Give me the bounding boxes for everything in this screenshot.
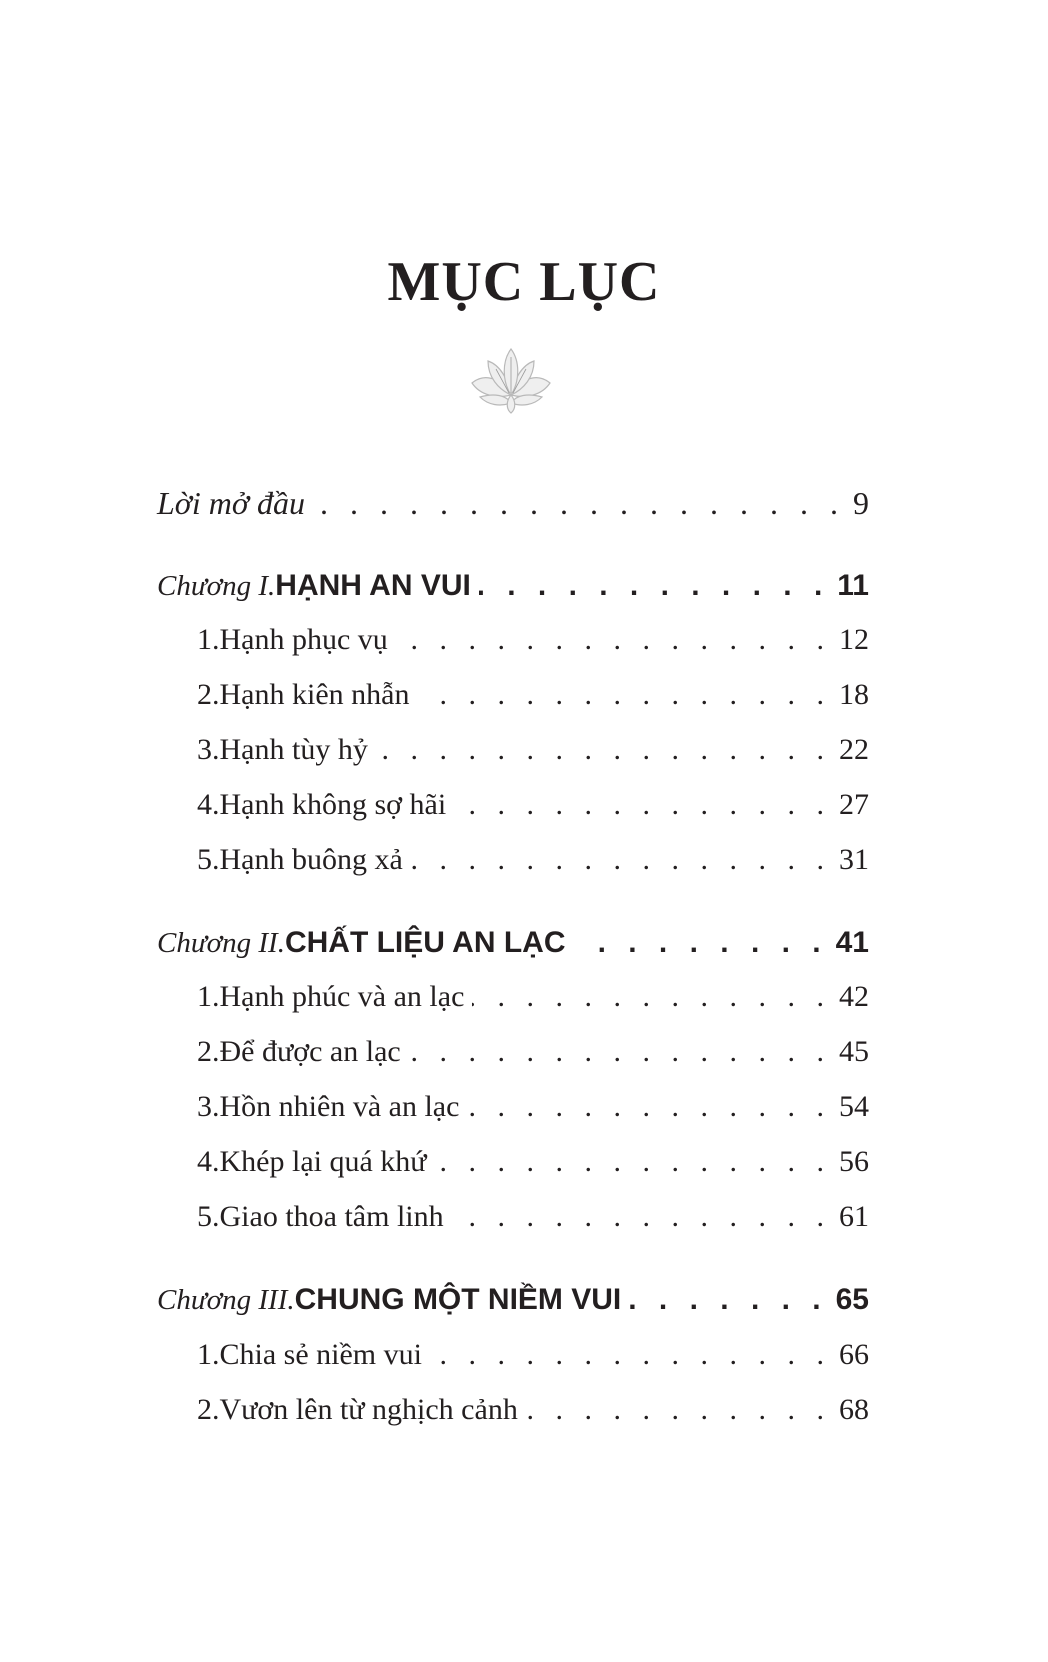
section-number: 1. (197, 623, 220, 656)
toc-section[interactable] (157, 1087, 869, 1127)
section-title: Chia sẻ niềm vui (219, 1338, 422, 1371)
section-title: Hồn nhiên và an lạc (219, 1090, 460, 1123)
toc-page-number: 9 (853, 485, 869, 521)
dot-leader (467, 1087, 831, 1127)
lotus-flower-icon (466, 347, 556, 415)
toc-page-number: 12 (839, 623, 869, 656)
section-title: Giao thoa tâm linh (219, 1200, 444, 1233)
toc-page-number: 42 (839, 980, 869, 1013)
toc-page-number: 27 (839, 788, 869, 821)
dot-leader (430, 1335, 831, 1375)
chapter-title: CHẤT LIỆU AN LẠC (284, 926, 566, 959)
toc-section[interactable] (157, 785, 869, 825)
toc-section[interactable] (157, 620, 869, 660)
dot-leader (454, 785, 831, 825)
dot-leader (472, 977, 831, 1017)
toc-page-number: 31 (839, 843, 869, 876)
section-title: Để được an lạc (219, 1035, 401, 1068)
section-number: 5. (197, 843, 220, 876)
section-number: 5. (197, 1200, 220, 1233)
toc-page-number: 56 (839, 1145, 869, 1178)
dot-leader (526, 1390, 831, 1430)
chapter-prefix: Chương I. (157, 570, 276, 602)
dot-leader (574, 923, 828, 963)
section-title: Hạnh phúc và an lạc (219, 980, 465, 1013)
toc-page-number: 11 (837, 569, 869, 602)
section-title: Hạnh phục vụ (219, 623, 388, 656)
toc-page-number: 68 (839, 1393, 869, 1426)
toc-section[interactable] (157, 1197, 869, 1237)
toc-section[interactable] (157, 1390, 869, 1430)
section-number: 2. (197, 1393, 220, 1426)
section-number: 1. (197, 1338, 220, 1371)
chapter-prefix: Chương III. (157, 1284, 295, 1316)
toc-section[interactable] (157, 977, 869, 1017)
dot-leader (479, 566, 829, 606)
toc-chapter-1[interactable] (157, 566, 869, 606)
toc-chapter-3[interactable] (157, 1280, 869, 1320)
dot-leader (376, 730, 831, 770)
section-title: Hạnh buông xả (219, 843, 403, 876)
toc-section[interactable] (157, 675, 869, 715)
section-title: Hạnh không sợ hãi (219, 788, 447, 821)
dot-leader (411, 840, 831, 880)
toc-chapter-2[interactable] (157, 923, 869, 963)
section-title: Hạnh tùy hỷ (219, 733, 368, 766)
toc-section[interactable] (157, 840, 869, 880)
section-number: 2. (197, 678, 220, 711)
section-number: 1. (197, 980, 220, 1013)
toc-page-number: 41 (835, 926, 869, 959)
section-number: 4. (197, 1145, 220, 1178)
dot-leader (452, 1197, 831, 1237)
toc-page-number: 18 (839, 678, 869, 711)
toc-entry-intro[interactable] (157, 483, 869, 523)
toc-section[interactable] (157, 1335, 869, 1375)
toc-page-number: 54 (839, 1090, 869, 1123)
page-title: MỤC LỤC (387, 251, 661, 313)
chapter-title: HẠNH AN VUI (275, 569, 471, 602)
dot-leader (435, 1142, 831, 1182)
toc-entry-label: Lời mở đầu (157, 485, 305, 521)
section-title: Vươn lên từ nghịch cảnh (219, 1393, 518, 1426)
toc-page-number: 65 (835, 1283, 869, 1316)
chapter-title: CHUNG MỘT NIỀM VUI (294, 1283, 622, 1316)
section-title: Hạnh kiên nhẫn (219, 678, 410, 711)
chapter-prefix: Chương II. (157, 927, 285, 959)
toc-section[interactable] (157, 1032, 869, 1072)
section-number: 2. (197, 1035, 220, 1068)
toc-page-number: 22 (839, 733, 869, 766)
toc-page-number: 66 (839, 1338, 869, 1371)
section-number: 3. (197, 1090, 220, 1123)
toc-section[interactable] (157, 730, 869, 770)
dot-leader (417, 675, 831, 715)
dot-leader (409, 1032, 831, 1072)
dot-leader (313, 483, 845, 523)
toc-page-number: 61 (839, 1200, 869, 1233)
dot-leader (629, 1280, 827, 1320)
toc-page-number: 45 (839, 1035, 869, 1068)
toc-section[interactable] (157, 1142, 869, 1182)
section-number: 3. (197, 733, 220, 766)
section-number: 4. (197, 788, 220, 821)
section-title: Khép lại quá khứ (219, 1145, 427, 1178)
dot-leader (396, 620, 831, 660)
